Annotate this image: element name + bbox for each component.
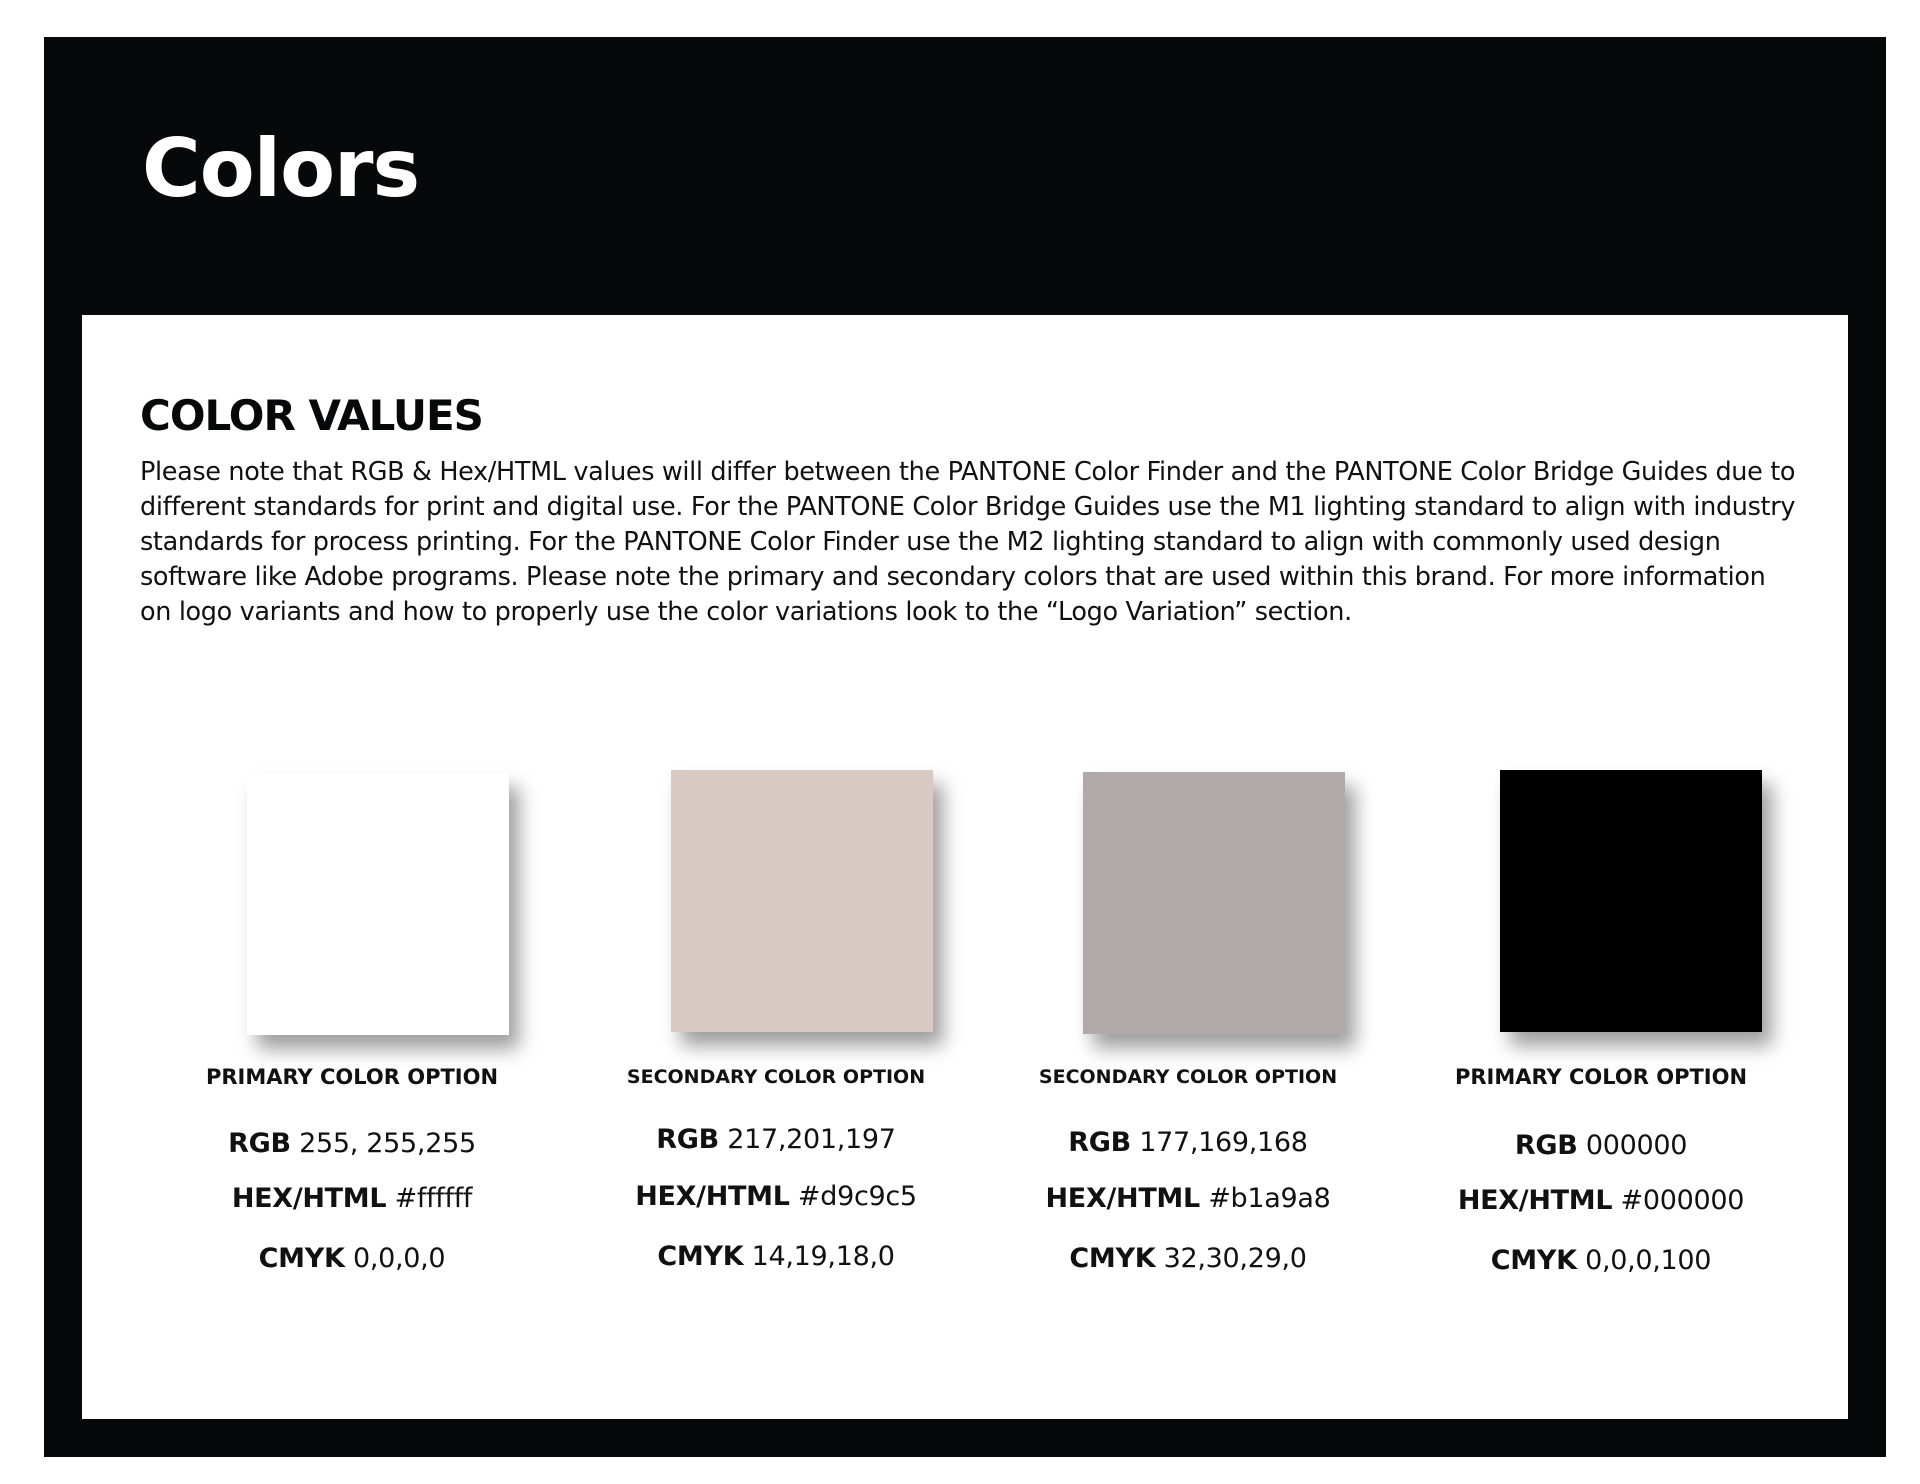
cmyk-value: 0,0,0,0 — [352, 1243, 446, 1274]
section-description: Please note that RGB & Hex/HTML values will differ between the PANTONE Color Finder and the PANTONE Color Bridge Guides due to different standards for print and digital use. For the PANTONE Color Bridge Guides use the M1 lighting standard to align with industry standards for process printing. For the PANTONE Color Finder use the M2 lighting standard to align with commonly used design software like Adobe programs. Please note the primary and secondary colors that are used within this brand. For more information on logo variants and how to properly use the color variations look to the “Logo Variation” section. — [140, 457, 1796, 627]
rgb-value-line — [977, 1129, 1399, 1156]
rgb-value: 217,201,197 — [727, 1124, 896, 1155]
hex-value-line — [977, 1185, 1399, 1212]
cmyk-value-line — [566, 1243, 986, 1270]
hex-key: HEX/HTML — [1045, 1183, 1200, 1214]
cmyk-key: CMYK — [1069, 1243, 1156, 1274]
swatch-label: SECONDARY COLOR OPTION — [626, 1066, 926, 1088]
rgb-value: 177,169,168 — [1139, 1127, 1308, 1158]
color-swatch — [247, 773, 509, 1035]
cmyk-value-line — [977, 1245, 1399, 1272]
swatch-label: PRIMARY COLOR OPTION — [205, 1065, 499, 1089]
page-title: Colors — [142, 122, 420, 215]
cmyk-key: CMYK — [1490, 1245, 1577, 1276]
hex-value-line — [1387, 1187, 1815, 1214]
page-frame — [44, 37, 1886, 1457]
color-swatch — [1083, 772, 1345, 1034]
cmyk-value-line — [142, 1245, 562, 1272]
rgb-value-line — [1387, 1132, 1815, 1159]
cmyk-value: 0,0,0,100 — [1585, 1245, 1712, 1276]
color-swatch-card-primary-white — [142, 315, 562, 1419]
color-swatch — [671, 770, 933, 1032]
color-swatch-card-primary-black — [1387, 315, 1807, 1419]
hex-key: HEX/HTML — [231, 1183, 387, 1214]
content-panel — [82, 315, 1848, 1419]
swatch-label: PRIMARY COLOR OPTION — [1454, 1065, 1748, 1089]
cmyk-key: CMYK — [657, 1241, 744, 1272]
rgb-key: RGB — [1514, 1130, 1578, 1161]
hex-value: #ffffff — [394, 1183, 473, 1214]
rgb-key: RGB — [656, 1124, 719, 1155]
rgb-key: RGB — [1068, 1127, 1131, 1158]
color-swatch-card-secondary-gray — [977, 315, 1397, 1419]
rgb-value-line — [142, 1130, 562, 1157]
hex-value: #b1a9a8 — [1208, 1183, 1331, 1214]
hex-key: HEX/HTML — [635, 1181, 790, 1212]
rgb-value-line — [566, 1126, 986, 1153]
hex-value-line — [142, 1185, 562, 1212]
rgb-key: RGB — [228, 1128, 291, 1159]
swatch-label: SECONDARY COLOR OPTION — [1038, 1066, 1338, 1088]
rgb-value: 000000 — [1585, 1130, 1688, 1161]
hex-value: #000000 — [1620, 1185, 1745, 1216]
color-swatch-card-secondary-rose — [566, 315, 986, 1419]
cmyk-value: 32,30,29,0 — [1163, 1243, 1307, 1274]
hex-value: #d9c9c5 — [797, 1181, 917, 1212]
cmyk-value: 14,19,18,0 — [751, 1241, 895, 1272]
cmyk-value-line — [1387, 1247, 1815, 1274]
hex-value-line — [566, 1183, 986, 1210]
cmyk-key: CMYK — [258, 1243, 345, 1274]
color-swatch — [1500, 770, 1762, 1032]
rgb-value: 255, 255,255 — [299, 1128, 476, 1159]
section-heading: COLOR VALUES — [140, 391, 483, 440]
hex-key: HEX/HTML — [1457, 1185, 1613, 1216]
